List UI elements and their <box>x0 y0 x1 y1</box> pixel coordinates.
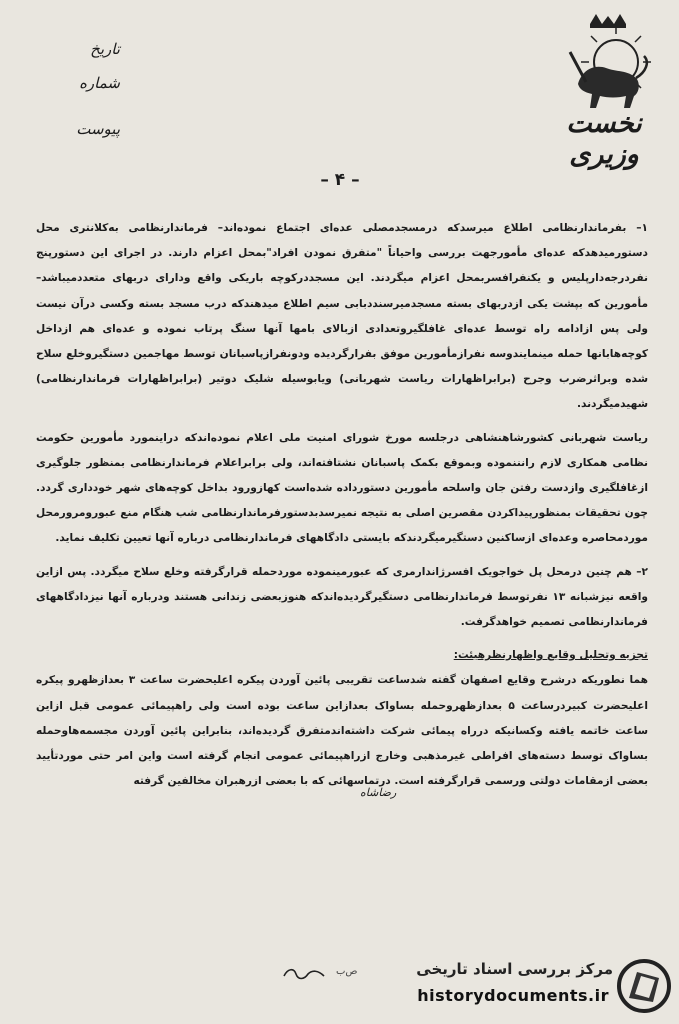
paragraph-1: ۱– بفرماندارنظامی اطلاع میرسدکه درمسجدمصلی عده‌ای اجتماع نموده‌اند– فرماندارنظامی به‌کلانتری محل دستورمیدهدکه عده‌ای مأمورجهت بررسی واحیاناً "متفرق نمودن افراد"بمحل اعزام دارند. در اجرای این دستورپنج نفردرجه‌دارپلیس و یکنفرافسربمحل اعزام میگردند. این مسجددرکوچه باریکی واقع ودارای دربهای متعددمیباشد– مأمورین که بپشت یکی ازدربهای بسته مسجدمیرسنددبابی سیم اطلاع میدهندکه درب مسجد بسته وکسی درآن نیست ولی پس ازادامه راه توسط عده‌ای غافلگیروتعدادی ازبالای بامها آنها سنگ پرتاب نموده و عده‌ای هم ازداخل کوچه‌هابانها حمله مینمایندوسه نفرازمأمورین موفق بفرارگردیده ودونفرازپاسبانان توسط مهاجمین دستگیروخلع سلاح شده وبراثرضرب وجرح (برابراظهارات ریاست شهربانی) ویابوسیله شلیک دوتیر (برابراظهارات فرماندارنظامی) شهیدمیگردند. <box>36 222 648 411</box>
lion-and-sun-emblem <box>560 12 652 112</box>
paragraph-2: ریاست شهربانی کشورشاهنشاهی درجلسه مورخ شورای امنیت ملی اعلام نموده‌اندکه دراینمورد مأمورین حکومت نظامی همکاری لازم رانننموده وبموقع بکمک پاسبانان نشتافته‌اند، ولی برابراعلام فرماندارنظامی بمنظور جلوگیری ازغافلگیری وازدست رفتن جان واسلحه مأمورین دستورداده شده‌است کهازورود بداخل کوچه‌های شهر خودداری گردد. چون تحقیقات بمنظورپیداکردن مقصرین اصلی به نتیجه نمیرسدبدستورفرماندارنظامی شب هنگام منع عبورومرورمحل موردمحاصره وعده‌ای ازساکنین دستگیرمیگردندکه بایستی دادگاههای فرماندارنظامی درباره آنها تعیین تکلیف نماید. <box>36 431 648 545</box>
paragraph-4: هما نطوریکه درشرح وقایع اصفهان گفته شدساعت تقریبی پائین آوردن پیکره اعلیحضرت ساعت ۳ بعدازظهرو پیکره اعلیحضرت کبیردرساعت ۵ بعدازظهروحمله بساواک بعدازاین ساعت بوده است ولی راهپیمائی عمومی قبل ازاین ساعت خاتمه یافته وکسانیکه درراه پیمائی شرکت داشته‌اندمتفرق گردیده‌اند، بنابراین پائین آوردن مجسمه‌هاوحمله بساواک توسط دسته‌های افراطی غیرمذهبی وخارج ازراهپیمائی عمومی انجام گرفته است واین امر حتی موردتأیید بعضی ازمقامات دولتی ورسمی قرارگرفته است. درتماسهائی که با بعضی ازرهبران مخالفین گرفته <box>36 674 649 788</box>
ministry-title: نخست وزیری <box>566 108 642 170</box>
watermark <box>370 952 675 1018</box>
handwritten-mark <box>280 962 330 986</box>
document-body <box>36 216 648 794</box>
date-label: تاریخ <box>90 40 120 58</box>
page-number: – ۴ – <box>320 170 360 190</box>
section-heading: تجزیه وتحلیل وقایع واظهارنظرهیئت: <box>453 649 648 662</box>
handwritten-annotation: رضاشاه <box>360 786 397 799</box>
number-label: شماره <box>79 74 120 92</box>
archive-logo-icon <box>615 958 673 1014</box>
attachment-label: پیوست <box>76 120 120 138</box>
paragraph-3: ۲– هم چنین درمحل پل خواجویک افسرژاندارمری که عبورمینموده موردحمله قرارگرفته وخلع سلاح میگردد. پس ازاین واقعه نیزشبانه ۱۳ نفرتوسط فرماندارنظامی دستگیرگردیده‌اندکه هنوزبعضی زندانی هستند ودرباره آنها نیزدادگاههای فرماندارنظامی تصمیم خواهدگرفت. <box>36 565 648 629</box>
watermark-title: مرکز بررسی اسناد تاریخی <box>416 960 613 978</box>
handwritten-mark-text: ص‌ب <box>336 966 358 977</box>
watermark-url: historydocuments.ir <box>417 986 609 1005</box>
